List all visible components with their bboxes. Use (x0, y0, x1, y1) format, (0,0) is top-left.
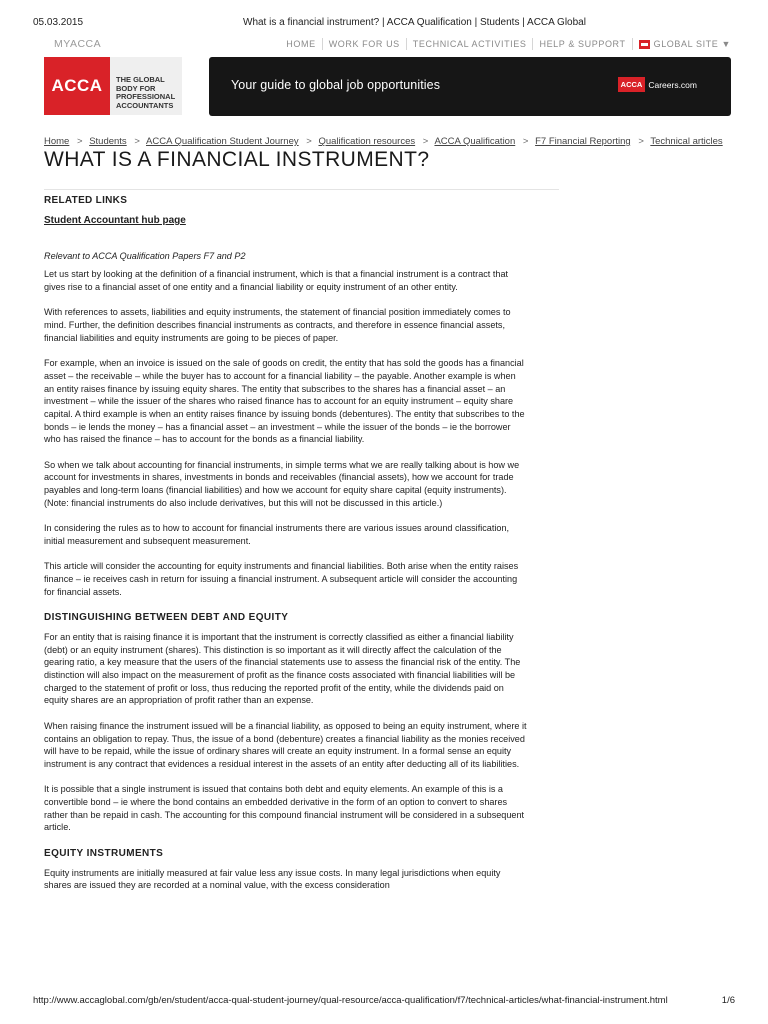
breadcrumb-home[interactable]: Home (44, 136, 70, 147)
top-bar (44, 36, 731, 52)
acca-logo[interactable] (44, 57, 182, 115)
banner-text: Your guide to global job opportunities (231, 78, 441, 92)
acca-logo-mark: ACCA (44, 57, 110, 115)
print-page-title: What is a financial instrument? | ACCA Qualification | Students | ACCA Global (243, 17, 586, 28)
print-date: 05.03.2015 (33, 17, 84, 28)
careers-logo-label: Careers.com (648, 79, 697, 90)
print-page-number: 1/6 (721, 995, 735, 1006)
acca-careers-logo (618, 77, 697, 92)
article-paragraph: For an entity that is raising finance it is important that the instrument is correctly classified as either a financial liability (debt) or an equity instrument (shares). This distinction is so important as it will directly affect the calculation of the gearing ratio, a key measure that the users of the financial statements use to assess the financial risk of the entity. The distinction will also impact on the measurement of profit as the finance costs associated with financial liabilities will be charged to the statement of profit or loss, thus reducing the reported profit of the entity, while the dividends paid on equity shares are an appropriation of profit rather than an expense. (44, 631, 521, 706)
tagline-line: BODY FOR (116, 83, 156, 93)
nav-work-for-us[interactable]: WORK FOR US (322, 38, 406, 50)
article-paragraph: In considering the rules as to how to account for financial instruments there are various issues around classification, initial measurement and subsequent measurement. (44, 523, 510, 546)
print-footer (33, 995, 735, 1009)
careers-logo-mark: ACCA (618, 77, 646, 92)
myacca-link[interactable]: MYACCA (54, 38, 102, 50)
breadcrumb-separator: > (522, 136, 529, 147)
breadcrumb-separator: > (638, 136, 644, 147)
article-paragraph: With references to assets, liabilities and equity instruments, the statement of financial position immediately comes to mind. Further, the definition describes financial instruments as contracts, and therefore in essence financial assets, financial liabilities and equity instruments are going to be pieces of paper. (44, 307, 511, 343)
article-paragraph: Equity instruments are initially measured at fair value less any issue costs. In many legal jurisdictions when equity shares are issued they are recorded at a nominal value, with the excess consideration (44, 867, 501, 891)
section-heading-debt-equity: DISTINGUISHING BETWEEN DEBT AND EQUITY (44, 612, 289, 624)
article-paragraph: When raising finance the instrument issued will be a financial liability, as opposed to being an equity instrument, where it contains an obligation to repay. Thus, the issue of a bond (debenture) creates a financial liability as the monies received will have to be repaid, while the issue of ordinary shares will create an equity instrument. In a formal sense an equity instrument is any contract that evidences a residual interest in the assets of an entity after deducting all of its liabilities. (44, 720, 527, 769)
breadcrumb (44, 136, 731, 147)
tagline-line: THE GLOBAL (116, 75, 165, 84)
student-accountant-hub-link[interactable]: Student Accountant hub page (44, 215, 186, 226)
print-url: http://www.accaglobal.com/gb/en/student/acca-qual-student-journey/qual-resource/acca-qualification/f7/technical-articles/what-financial-instrument.html (33, 995, 668, 1006)
acca-logo-tagline (110, 57, 178, 115)
relevant-papers-note: Relevant to ACCA Qualification Papers F7 and P2 (44, 251, 246, 261)
related-links-heading: RELATED LINKS (44, 195, 128, 206)
tagline-line: ACCOUNTANTS (116, 100, 174, 110)
nav-help-support[interactable]: HELP & SUPPORT (532, 38, 631, 50)
global-site-selector[interactable] (632, 38, 731, 50)
breadcrumb-qualification-resources[interactable]: Qualification resources (318, 136, 416, 147)
article-paragraph: This article will consider the accounting for equity instruments and financial liabilities. Both arise when the entity raises finance – ie receives cash in return for issuing a financial instrument. A subsequent article will consider the accounting for financial assets. (44, 561, 519, 597)
article-paragraph: Let us start by looking at the definition of a financial instrument, which is that a financial instrument is a contract that gives rise to a financial asset of one entity and a financial liability or equity instrument of an other entity. (44, 269, 509, 292)
tagline-line: PROFESSIONAL (116, 92, 176, 101)
breadcrumb-separator: > (306, 136, 312, 147)
page-title: WHAT IS A FINANCIAL INSTRUMENT? (44, 148, 430, 171)
global-site-label: GLOBAL SITE ▼ (653, 39, 731, 49)
breadcrumb-student-journey[interactable]: ACCA Qualification Student Journey (146, 136, 299, 147)
breadcrumb-acca-qualification[interactable]: ACCA Qualification (434, 136, 516, 147)
article-paragraph: So when we talk about accounting for financial instruments, in simple terms what we are really talking about is how we account for investments in shares, investments in bonds and receivables (financial assets), how we account for trade payables and long-term loans (financial liabilities) and how we account for equity share capital (equity instruments). (Note: financial instruments do also include derivatives, but this will not be discussed in this article.) (44, 459, 520, 508)
nav-home[interactable]: HOME (286, 39, 316, 49)
top-nav (280, 36, 731, 52)
divider (44, 189, 559, 190)
breadcrumb-f7[interactable]: F7 Financial Reporting (535, 136, 631, 147)
flag-icon (639, 40, 650, 49)
article-paragraph: It is possible that a single instrument is issued that contains both debt and equity elements. An example of this is a convertible bond – ie where the bond contains an embedded derivative in the form of an option to convert to shares rather than be repaid in cash. The accounting for this compound financial instrument will be considered in a subsequent article. (44, 784, 525, 833)
careers-banner[interactable] (209, 57, 731, 116)
section-heading-equity-instruments: EQUITY INSTRUMENTS (44, 848, 164, 860)
article-body (44, 250, 528, 905)
nav-technical-activities[interactable]: TECHNICAL ACTIVITIES (406, 38, 533, 50)
breadcrumb-separator: > (76, 136, 83, 147)
breadcrumb-students[interactable]: Students (89, 136, 127, 147)
breadcrumb-technical-articles[interactable]: Technical articles (650, 136, 723, 147)
article-paragraph: For example, when an invoice is issued on the sale of goods on credit, the entity that has sold the goods has a financial asset – the receivable – while the buyer has to account for a financial liability – the payable. Another example is when an entity raises finance by issuing equity shares. The entity that subscribes to the shares has a financial asset – an investment – while the issuer of the shares who raised finance has to account for an equity instrument – equity share capital. A third example is when an entity raises finance by issuing bonds (debentures). The entity that subscribes to the bonds – ie lends the money – has a financial asset – an investment – while the issuer of the bonds – ie the borrower who has raised the finance – has to account for the bonds as a financial liability. (44, 358, 525, 445)
breadcrumb-separator: > (422, 136, 429, 147)
breadcrumb-separator: > (134, 136, 140, 147)
print-header (33, 17, 735, 31)
